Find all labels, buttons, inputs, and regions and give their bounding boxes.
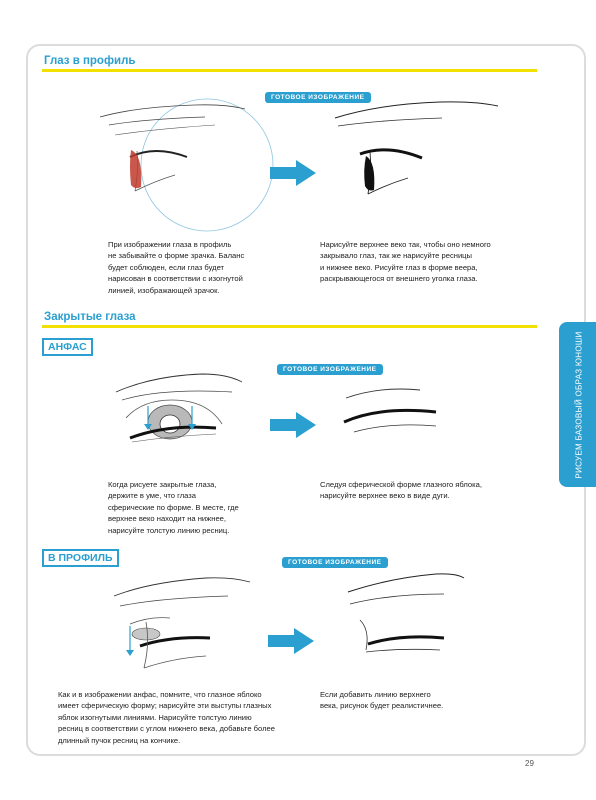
section-title-closed-eyes: Закрытые глаза <box>44 311 136 323</box>
caption-profile-eye-left: При изображении глаза в профиль не забывайте о форме зрачка. Баланс будет соблюден, если глаз будет нарисован в соответствии с изогнутой линией, изображающей зрачок. <box>108 240 245 295</box>
ready-image-label: ГОТОВОЕ ИЗОБРАЖЕНИЕ <box>277 364 383 375</box>
caption-profile-left: Как и в изображении анфас, помните, что глазное яблоко имеет сферическую форму; нарисуйте эти выступы глазных яблок изогнутыми линиями. Нарисуйте толстую линию ресниц в соответствии с углом нижнего века, добавьте более длинный пучок ресниц на кончике. <box>58 690 275 745</box>
section-title-profile-eye: Глаз в профиль <box>44 55 136 67</box>
section-rule <box>42 69 537 72</box>
front-eye-final-drawing <box>340 380 450 450</box>
ready-image-label: ГОТОВОЕ ИЗОБРАЖЕНИЕ <box>282 557 388 568</box>
caption-front-left: Когда рисуете закрытые глаза, держите в уме, что глаза сферические по форме. В месте, где верхнее веко находит на нижнее, нарисуйте толстую линию ресниц. <box>108 480 239 535</box>
caption-profile-eye-right: Нарисуйте верхнее веко так, чтобы оно немного закрывало глаз, так же нарисуйте ресницы и нижнее веко. Рисуйте глаз в форме веера, раскрывающегося от внешнего уголка глаза. <box>320 240 491 284</box>
badge-profile: В ПРОФИЛЬ <box>42 549 119 567</box>
chapter-side-tab-label: РИСУЕМ БАЗОВЫЙ ОБРАЗ ЮНОШИ <box>574 330 584 479</box>
chapter-side-tab <box>559 322 596 487</box>
arrow-icon <box>268 628 316 654</box>
profile-closed-eye-final-drawing <box>340 570 470 670</box>
caption-profile-right: Если добавить линию верхнего века, рисунок будет реалистичнее. <box>320 690 444 711</box>
profile-eye-construction-drawing <box>95 95 265 235</box>
page-number: 29 <box>525 759 534 768</box>
caption-front-right: Следуя сферической форме глазного яблока, нарисуйте верхнее веко в виде дуги. <box>320 480 482 501</box>
profile-eye-final-drawing <box>330 100 505 200</box>
profile-closed-eye-construction-drawing <box>110 572 255 672</box>
arrow-icon <box>270 160 318 186</box>
arrow-icon <box>270 412 318 438</box>
front-eye-construction-drawing <box>112 370 247 450</box>
section-rule <box>42 325 537 328</box>
badge-front: АНФАС <box>42 338 93 356</box>
ready-image-label: ГОТОВОЕ ИЗОБРАЖЕНИЕ <box>265 92 371 103</box>
